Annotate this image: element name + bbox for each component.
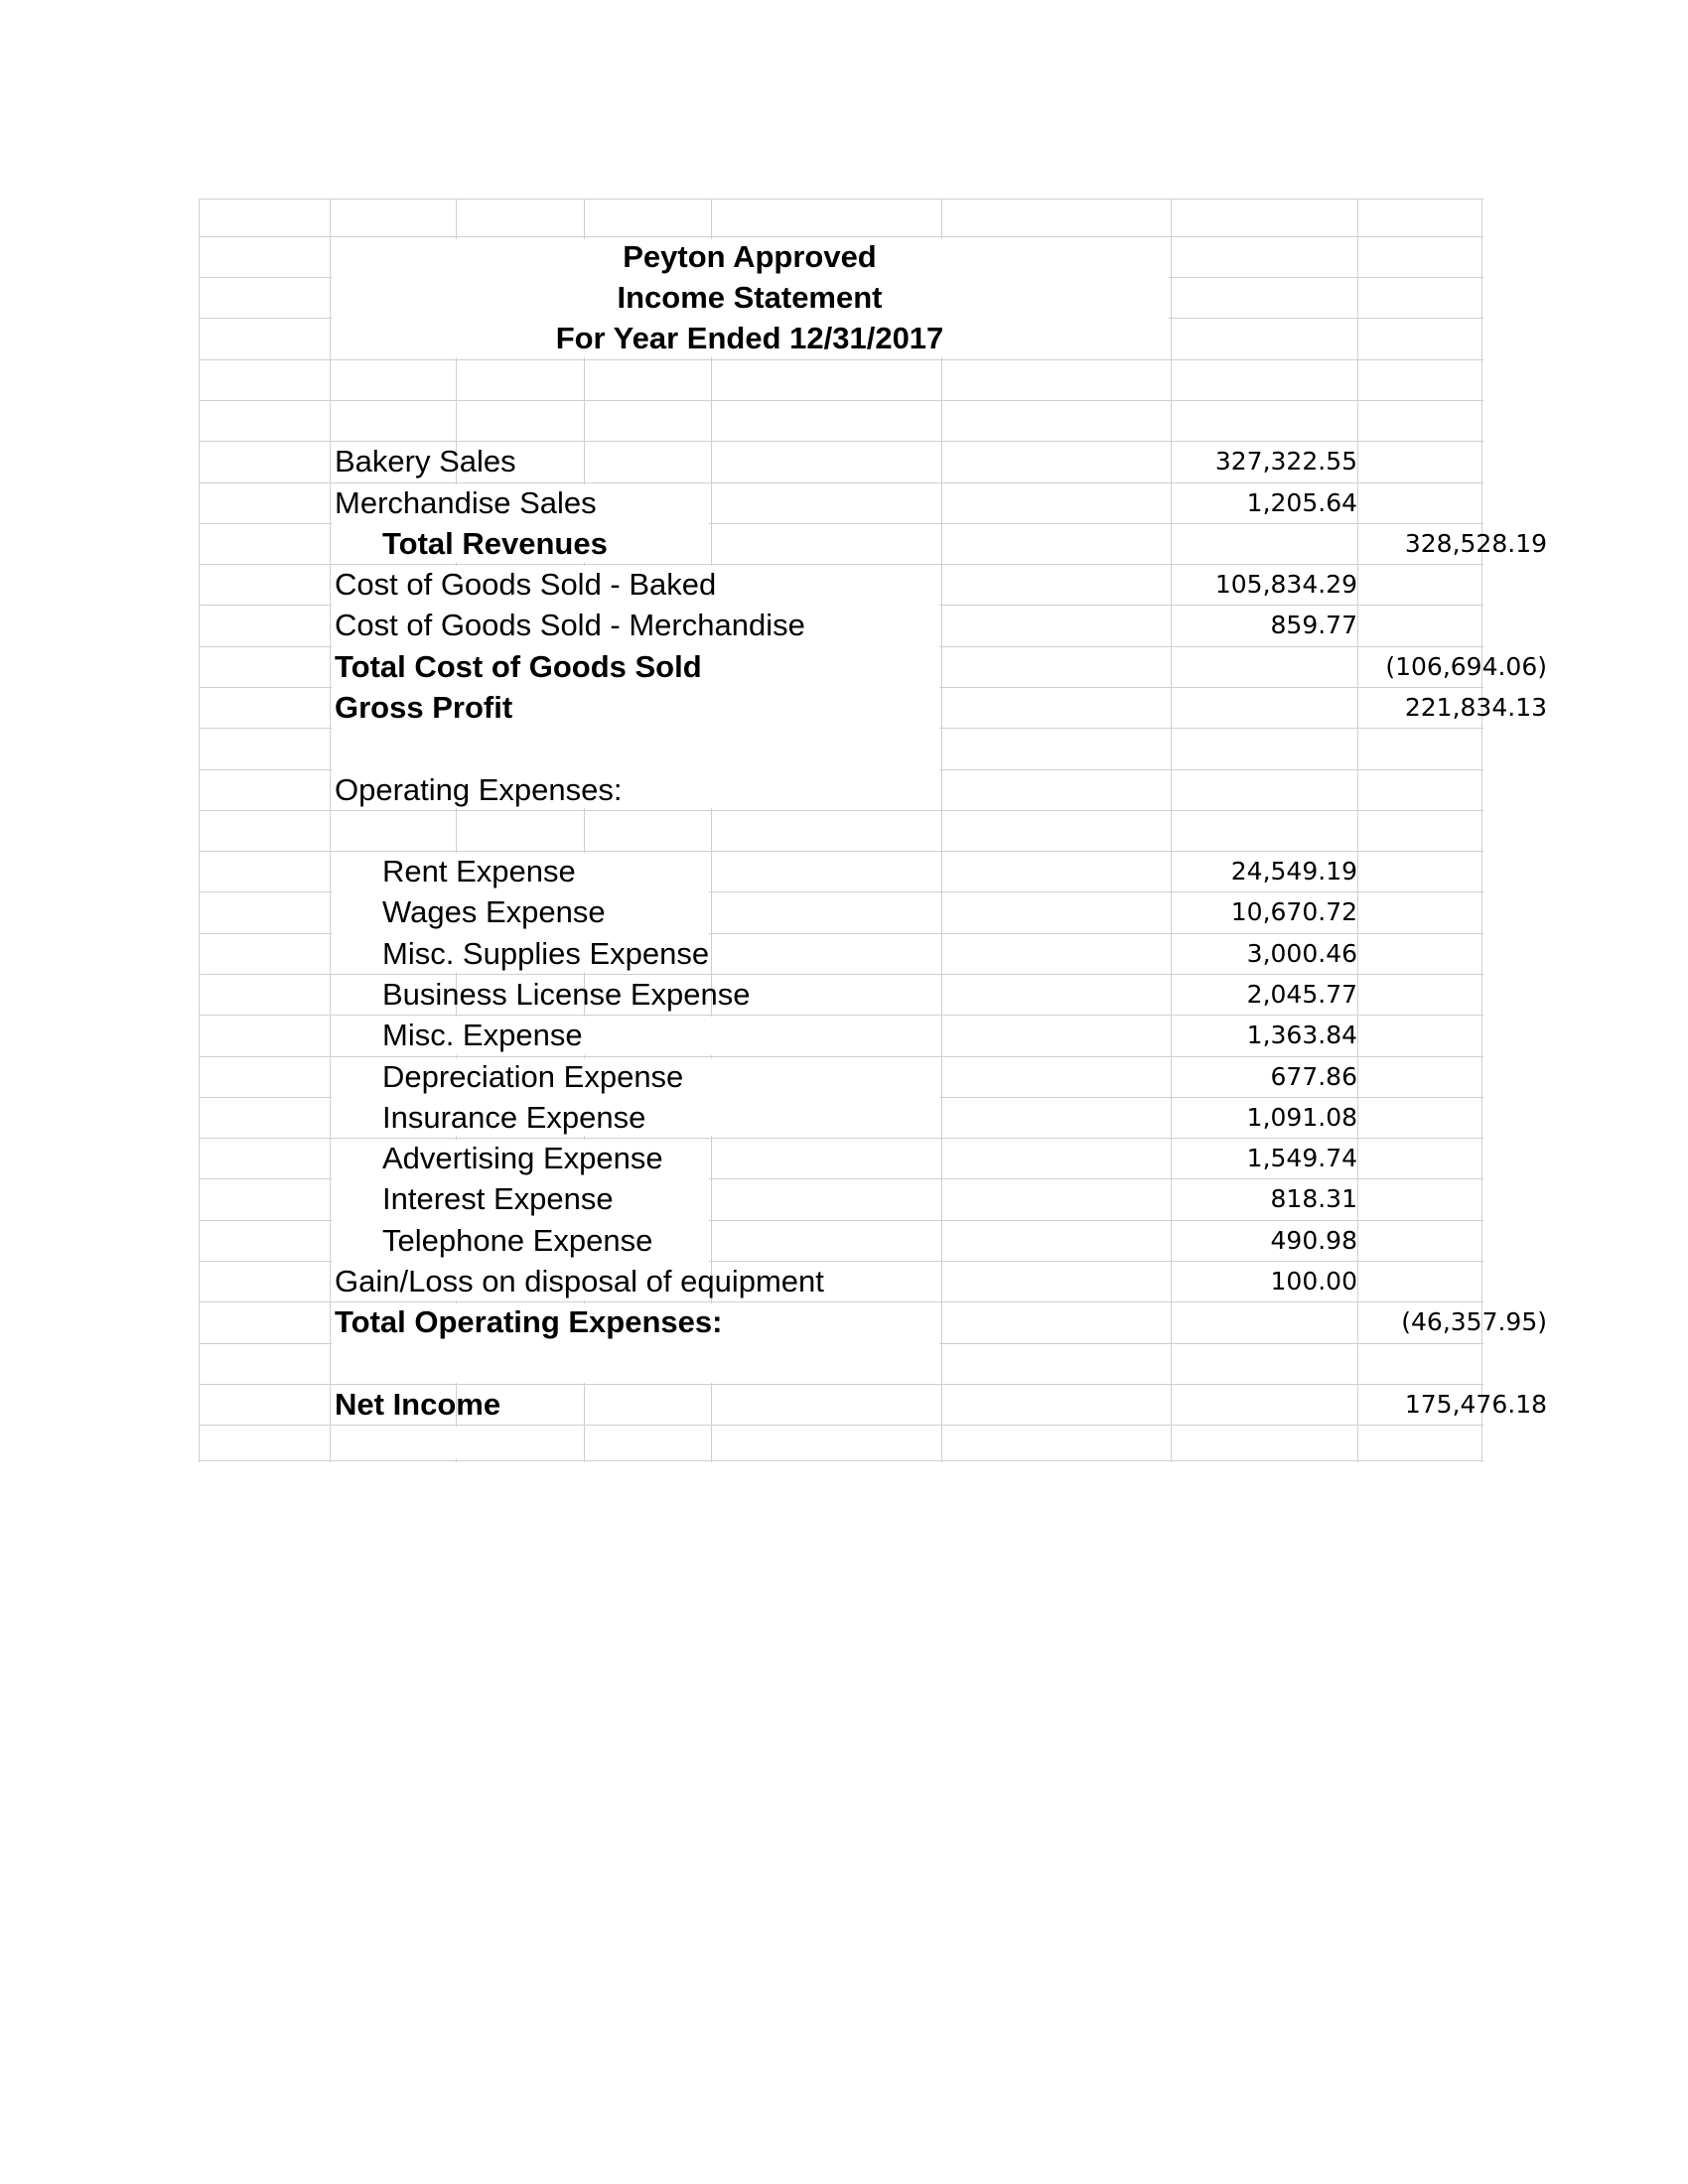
interest-expense-amount: 818.31 [1270,1184,1357,1213]
misc-expense-label: Misc. Expense [382,1018,583,1052]
gain-loss-label: Gain/Loss on disposal of equipment [335,1264,824,1298]
gross-profit-label: Gross Profit [335,690,513,725]
advertising-expense-amount: 1,549.74 [1246,1144,1357,1172]
total-cogs-label: Total Cost of Goods Sold [335,649,702,684]
business-license-expense-label: Business License Expense [382,977,751,1012]
gain-loss-amount: 100.00 [1270,1267,1357,1296]
merged-cell [332,1427,582,1458]
misc-supplies-expense-amount: 3,000.46 [1246,939,1357,968]
business-license-expense-amount: 2,045.77 [1246,980,1357,1009]
total-operating-expenses-label: Total Operating Expenses: [335,1304,723,1339]
rent-expense-label: Rent Expense [382,854,576,888]
cogs-merchandise-label: Cost of Goods Sold - Merchandise [335,608,805,642]
depreciation-expense-amount: 677.86 [1270,1062,1357,1091]
rent-expense-amount: 24,549.19 [1230,857,1357,886]
income-statement-sheet [199,199,1547,1462]
merchandise-sales-label: Merchandise Sales [335,485,597,520]
misc-supplies-expense-label: Misc. Supplies Expense [382,936,710,971]
statement-period: For Year Ended 12/31/2017 [555,321,944,355]
cogs-merchandise-amount: 859.77 [1270,611,1357,639]
statement-title: Income Statement [617,280,883,315]
grid-line [1357,199,1358,1462]
wages-expense-label: Wages Expense [382,894,606,929]
wages-expense-amount: 10,670.72 [1230,897,1357,926]
insurance-expense-amount: 1,091.08 [1246,1103,1357,1132]
cogs-baked-amount: 105,834.29 [1214,570,1357,599]
bakery-sales-amount: 327,322.55 [1214,447,1357,476]
misc-expense-amount: 1,363.84 [1246,1021,1357,1049]
grid-line [199,1460,1483,1461]
net-income-amount: 175,476.18 [1404,1390,1547,1419]
net-income-label: Net Income [335,1387,501,1422]
company-name: Peyton Approved [623,239,877,274]
telephone-expense-label: Telephone Expense [382,1223,653,1258]
cogs-baked-label: Cost of Goods Sold - Baked [335,567,717,602]
grid-line [941,199,942,1462]
merchandise-sales-amount: 1,205.64 [1246,488,1357,517]
total-revenues-label: Total Revenues [382,526,608,561]
total-revenues-amount: 328,528.19 [1404,529,1547,558]
grid-line [199,199,1483,200]
advertising-expense-label: Advertising Expense [382,1141,663,1175]
total-operating-expenses-amount: (46,357.95) [1401,1307,1547,1336]
insurance-expense-label: Insurance Expense [382,1100,646,1135]
operating-expenses-heading: Operating Expenses: [335,772,623,807]
grid-line [199,810,1483,811]
grid-line [199,1425,1483,1426]
total-cogs-amount: (106,694.06) [1385,652,1547,681]
bakery-sales-label: Bakery Sales [335,444,516,478]
grid-line [199,400,1483,401]
grid-line [330,199,331,1462]
grid-line [1481,199,1482,1462]
telephone-expense-amount: 490.98 [1270,1226,1357,1255]
interest-expense-label: Interest Expense [382,1181,614,1216]
depreciation-expense-label: Depreciation Expense [382,1059,684,1094]
gross-profit-amount: 221,834.13 [1404,693,1547,722]
grid-line [199,359,1483,360]
grid-line [199,199,200,1462]
